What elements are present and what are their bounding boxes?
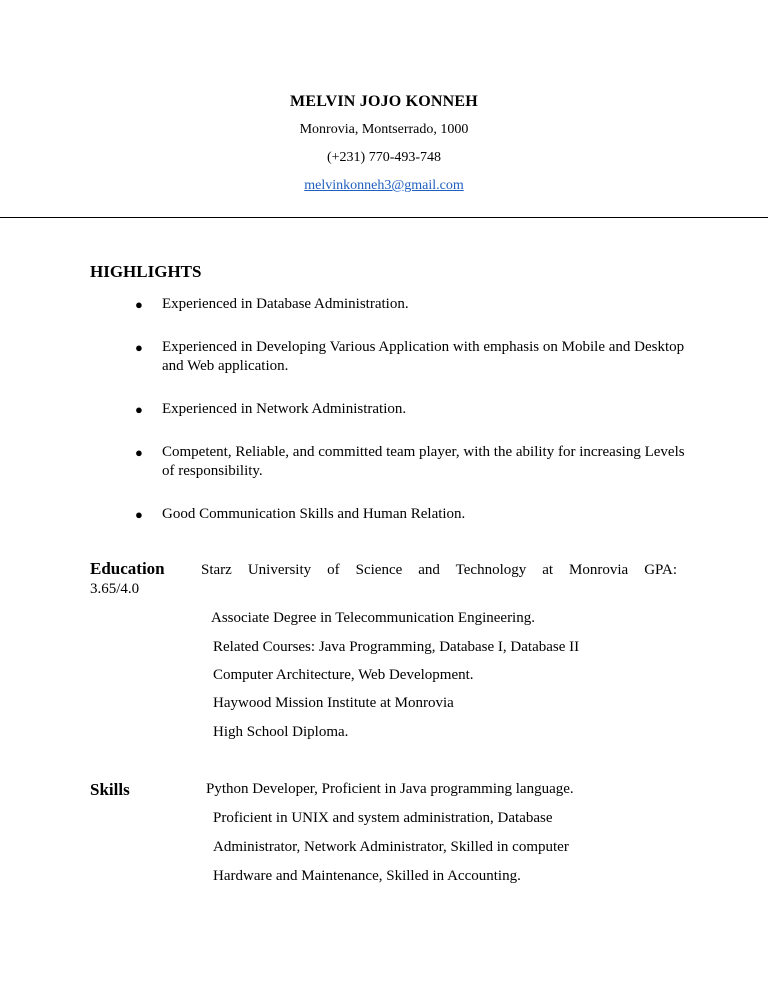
education-line: Related Courses: Java Programming, Database I, Database II <box>213 639 580 655</box>
highlight-item <box>133 443 693 481</box>
skills-line: Proficient in UNIX and system administration, Database <box>213 810 553 826</box>
education-heading: Education <box>90 559 165 578</box>
resume-header <box>0 92 768 200</box>
applicant-name: MELVIN JOJO KONNEH <box>290 93 478 110</box>
highlight-item <box>133 505 693 524</box>
header-divider <box>0 217 768 218</box>
highlights-list <box>133 295 693 548</box>
education-line: High School Diploma. <box>213 724 349 740</box>
highlight-item <box>133 295 693 314</box>
highlight-item <box>133 400 693 419</box>
education-line: Computer Architecture, Web Development. <box>213 667 474 683</box>
education-line: Haywood Mission Institute at Monrovia <box>213 695 454 711</box>
bullet-dot-icon: ● <box>135 445 143 460</box>
highlights-heading: HIGHLIGHTS <box>90 262 202 281</box>
highlight-text: Competent, Reliable, and committed team player, with the ability for increasing Levels of responsibility. <box>162 444 685 479</box>
email-link[interactable]: melvinkonneh3@gmail.com <box>304 178 464 193</box>
skills-heading: Skills <box>90 780 130 799</box>
highlight-item <box>133 338 693 376</box>
highlight-text: Good Communication Skills and Human Relation. <box>162 506 466 522</box>
highlight-text: Experienced in Network Administration. <box>162 401 407 417</box>
skills-line: Hardware and Maintenance, Skilled in Accounting. <box>213 868 521 884</box>
bullet-dot-icon: ● <box>135 402 143 417</box>
education-line: Associate Degree in Telecommunication Engineering. <box>211 610 535 626</box>
bullet-dot-icon: ● <box>135 340 143 355</box>
bullet-dot-icon: ● <box>135 507 143 522</box>
education-institution-line: Starz University of Science and Technology at Monrovia GPA: <box>201 562 677 578</box>
highlight-text: Experienced in Developing Various Application with emphasis on Mobile and Desktop and Web application. <box>162 339 685 374</box>
phone-line: (+231) 770-493-748 <box>326 150 442 165</box>
bullet-dot-icon: ● <box>135 297 143 312</box>
skills-line: Python Developer, Proficient in Java programming language. <box>206 781 574 797</box>
address-line: Monrovia, Montserrado, 1000 <box>299 122 469 137</box>
education-gpa: 3.65/4.0 <box>90 581 140 597</box>
skills-line: Administrator, Network Administrator, Skilled in computer <box>213 839 569 855</box>
highlight-text: Experienced in Database Administration. <box>162 296 409 312</box>
